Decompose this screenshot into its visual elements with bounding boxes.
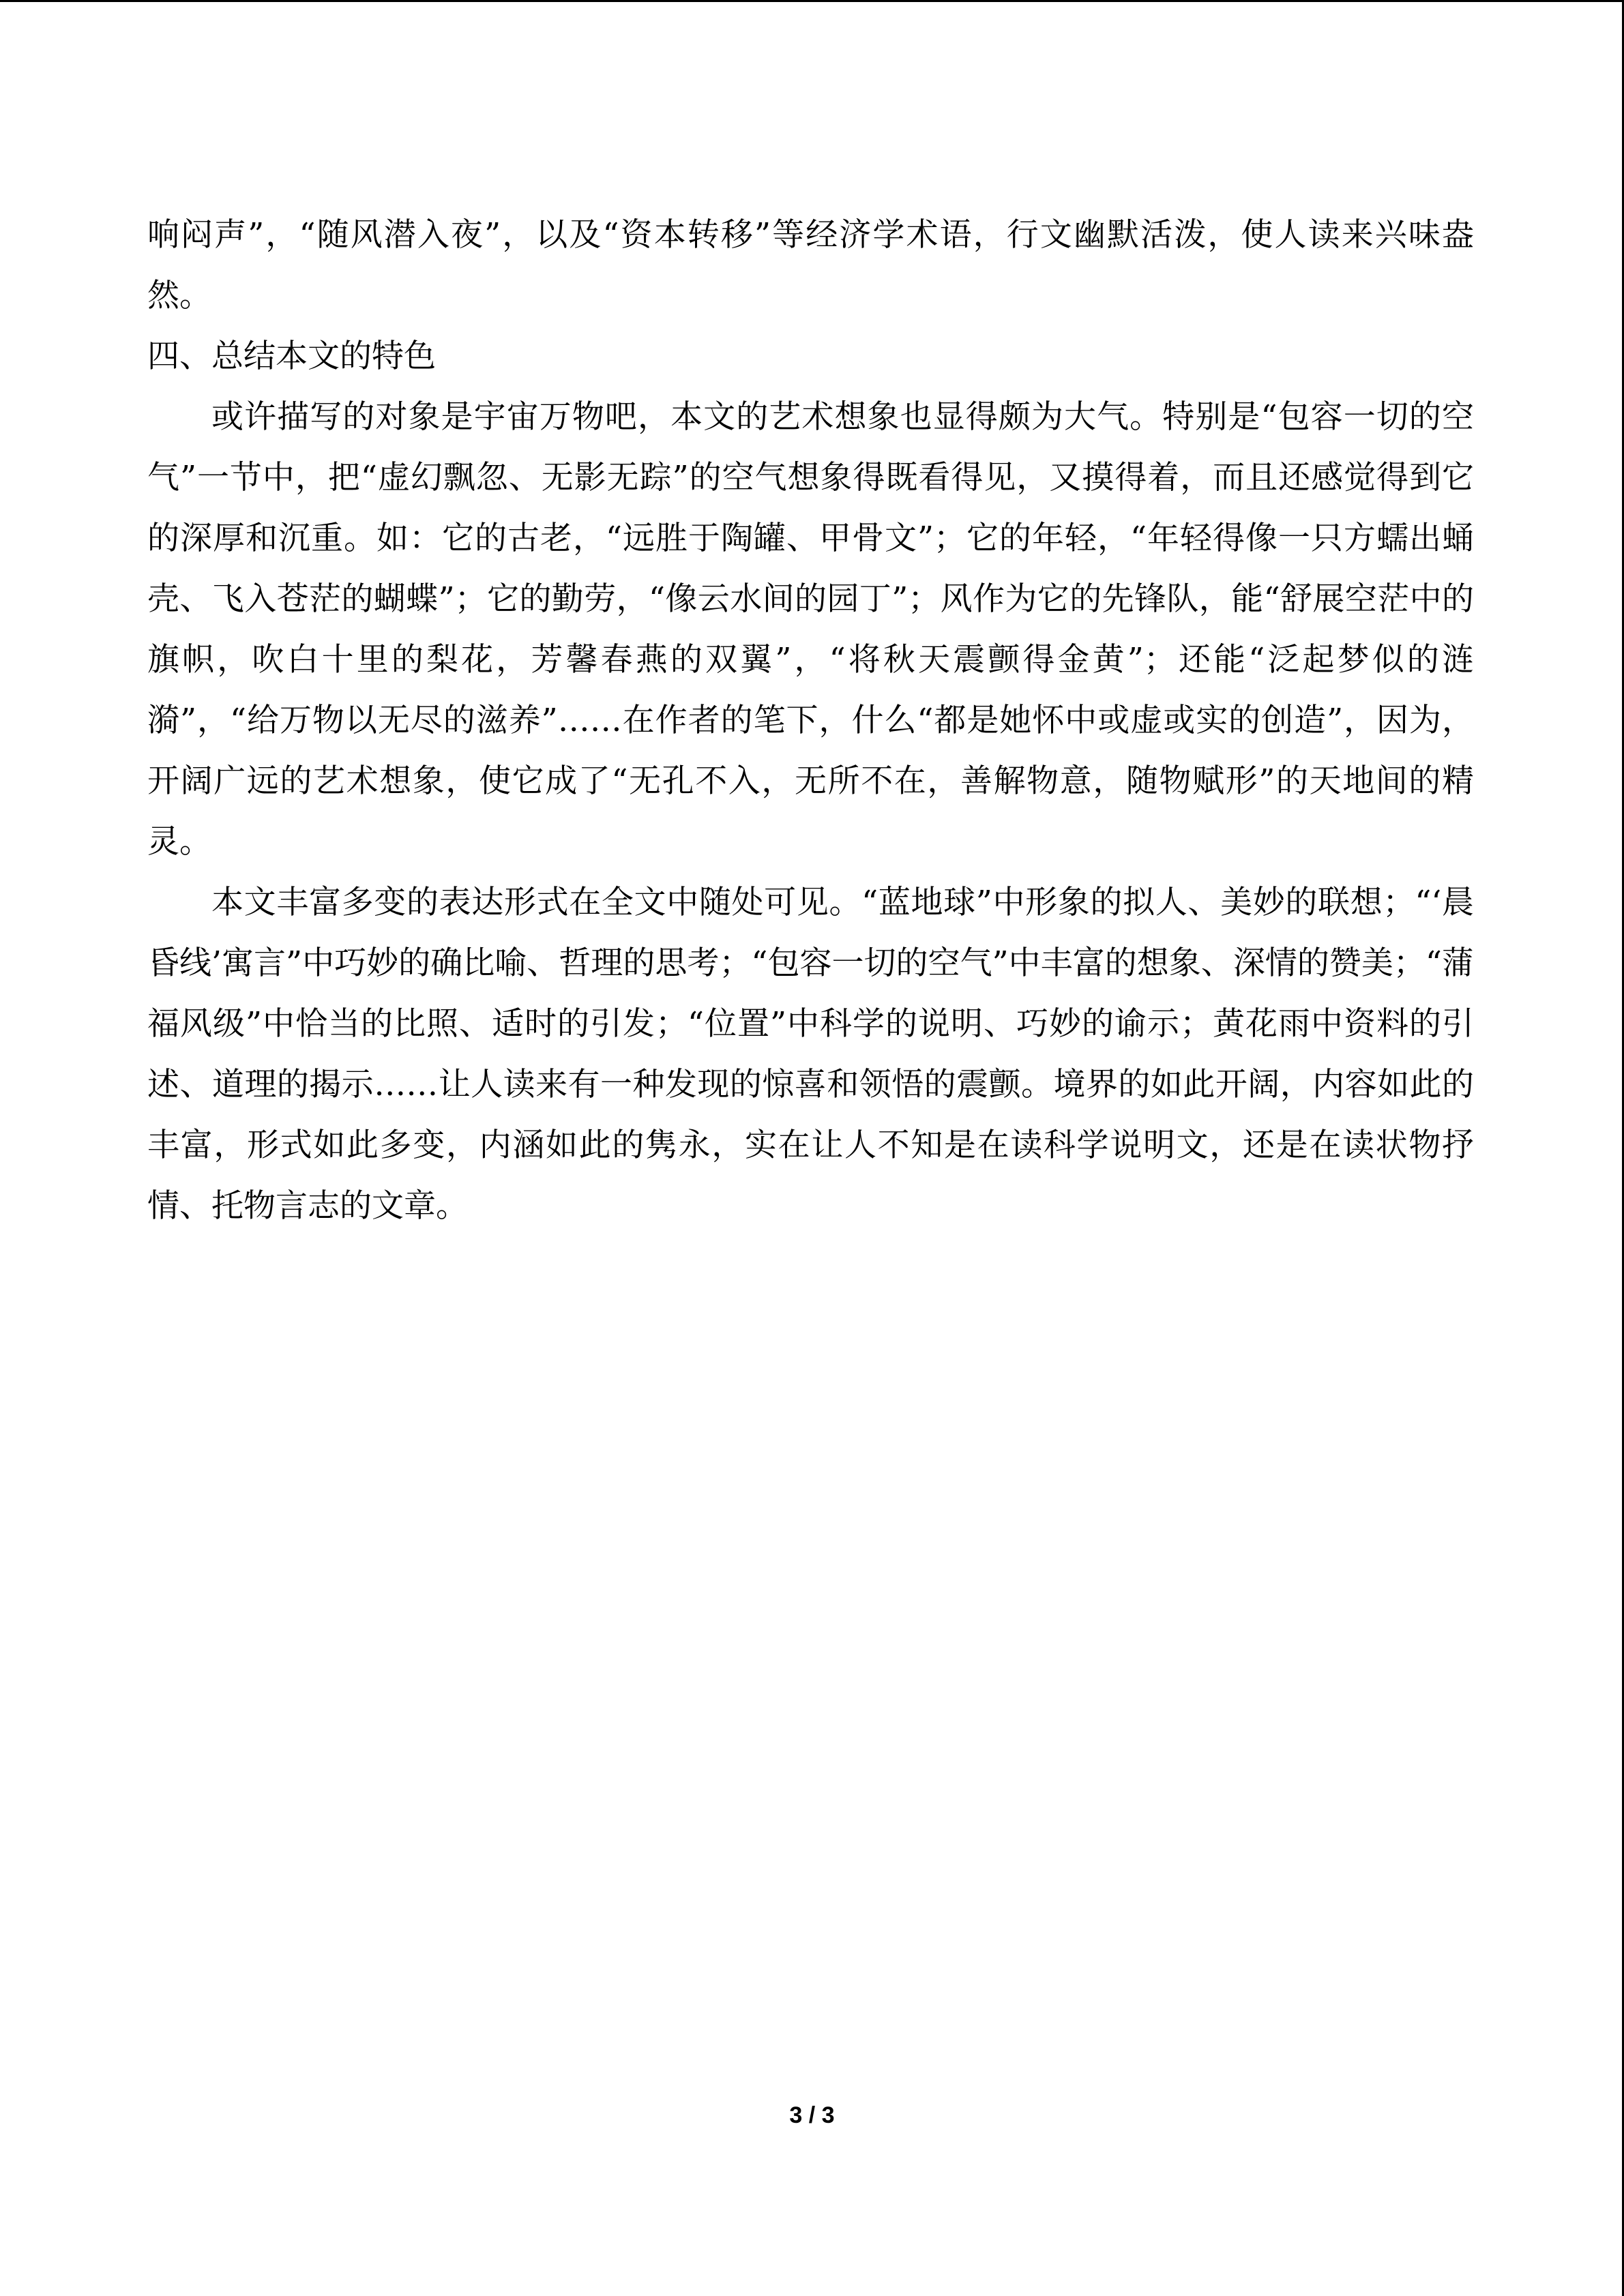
- page-number: 3 / 3: [789, 2102, 835, 2128]
- top-border-line: [0, 0, 1624, 2]
- paragraph-expression-forms: 本文丰富多变的表达形式在全文中随处可见。“蓝地球”中形象的拟人、美妙的联想；“‘晨昏线’寓言”中巧妙的确比喻、哲理的思考；“包容一切的空气”中丰富的想象、深情的赞美；“蒲福风级”中恰当的比照、适时的引发；“位置”中科学的说明、巧妙的谕示；黄花雨中资料的引述、道理的揭示……让人读来有一种发现的惊喜和领悟的震颤。境界的如此开阔，内容如此的丰富，形式如此多变，内涵如此的隽永，实在让人不知是在读科学说明文，还是在读状物抒情、托物言志的文章。: [147, 884, 1474, 1225]
- document-body: [147, 205, 1474, 1236]
- paragraph-continuation: 响闷声”，“随风潜入夜”，以及“资本转移”等经济学术语，行文幽默活泼，使人读来兴味盎然。: [147, 216, 1474, 314]
- section-heading: 四、总结本文的特色: [147, 338, 436, 375]
- paragraph-imagination: 或许描写的对象是宇宙万物吧，本文的艺术想象也显得颇为大气。特别是“包容一切的空气”一节中，把“虚幻飘忽、无影无踪”的空气想象得既看得见，又摸得着，而且还感觉得到它的深厚和沉重。如：它的古老，“远胜于陶罐、甲骨文”；它的年轻，“年轻得像一只方蠕出蛹壳、飞入苍茫的蝴蝶”；它的勤劳，“像云水间的园丁”；风作为它的先锋队，能“舒展空茫中的旗帜，吹白十里的梨花，芳馨春燕的双翼”，“将秋天震颤得金黄”；还能“泛起梦似的涟漪”，“给万物以无尽的滋养”……在作者的笔下，什么“都是她怀中或虚或实的创造”，因为，开阔广远的艺术想象，使它成了“无孔不入，无所不在，善解物意，随物赋形”的天地间的精灵。: [147, 398, 1474, 861]
